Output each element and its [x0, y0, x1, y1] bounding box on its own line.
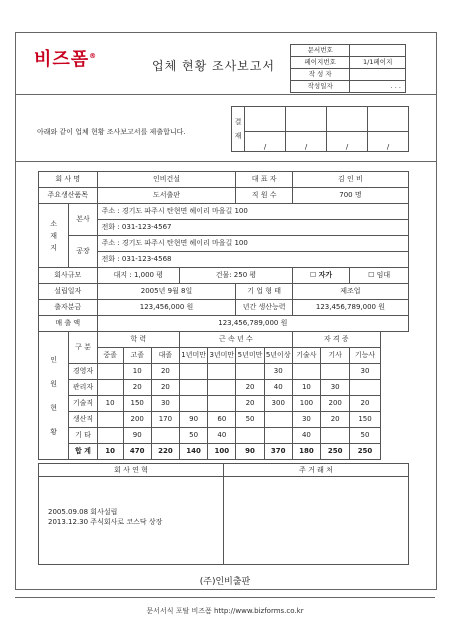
approval-table: [231, 106, 409, 152]
table-row: [39, 396, 409, 412]
total-cell: 180: [292, 444, 320, 460]
column-header: 고졸: [123, 348, 151, 364]
table-row: [39, 428, 409, 444]
page-number-label: 페이지번호: [291, 57, 350, 69]
clients-cell[interactable]: [224, 477, 409, 565]
table-cell[interactable]: 40: [292, 428, 320, 444]
table-cell[interactable]: 50: [180, 428, 208, 444]
building-area[interactable]: 건물: 250 평: [180, 268, 293, 284]
total-cell: 10: [97, 444, 123, 460]
staff-status-char: 원: [50, 379, 58, 388]
table-cell[interactable]: [236, 428, 264, 444]
hq-label: 본사: [69, 204, 97, 236]
table-cell[interactable]: [264, 428, 292, 444]
table-cell[interactable]: 20: [151, 380, 179, 396]
approval-box[interactable]: [286, 107, 327, 132]
hq-address[interactable]: 주소 : 경기도 파주시 탄현면 헤이리 마을길 100: [97, 204, 408, 220]
business-type-value[interactable]: 제조업: [292, 284, 408, 300]
doc-number-label: 문서번호: [291, 45, 350, 57]
approval-divider: [15, 161, 436, 162]
table-cell[interactable]: [208, 364, 236, 380]
header-divider: [15, 94, 436, 95]
total-cell: 140: [180, 444, 208, 460]
table-cell[interactable]: 50: [236, 412, 264, 428]
table-cell[interactable]: 10: [292, 380, 320, 396]
table-cell[interactable]: 100: [292, 396, 320, 412]
column-header: 기사: [321, 348, 350, 364]
total-cell: 100: [208, 444, 236, 460]
column-header: 기능사: [350, 348, 380, 364]
doc-info-table: [290, 44, 406, 93]
location-label-char: 지: [50, 243, 58, 252]
table-cell[interactable]: 30: [151, 396, 179, 412]
factory-phone[interactable]: 전화 : 031-123-4568: [97, 252, 408, 268]
author-label: 작 성 자: [291, 69, 350, 81]
table-cell[interactable]: 20: [123, 380, 151, 396]
ceo-value[interactable]: 김 인 비: [292, 172, 408, 188]
table-cell[interactable]: [264, 412, 292, 428]
staff-count-label: 직 원 수: [236, 188, 292, 204]
capacity-value[interactable]: 123,456,789,000 원: [292, 300, 408, 316]
row-label: 기 타: [69, 428, 97, 444]
table-cell[interactable]: 20: [236, 396, 264, 412]
column-header: 기술사: [292, 348, 320, 364]
own-checkbox[interactable]: ☐ 자가: [292, 268, 349, 284]
main-product-label: 주요생산품목: [39, 188, 98, 204]
main-product-value[interactable]: 도서출판: [97, 188, 236, 204]
table-cell[interactable]: [97, 428, 123, 444]
row-label: 경영자: [69, 364, 97, 380]
table-cell[interactable]: 20: [236, 380, 264, 396]
table-cell[interactable]: [208, 396, 236, 412]
rent-checkbox[interactable]: ☐ 임대: [350, 268, 409, 284]
company-name-value[interactable]: 인비건설: [97, 172, 236, 188]
table-cell[interactable]: [97, 412, 123, 428]
row-label: 합 계: [69, 444, 97, 460]
location-label-char: 소: [50, 219, 58, 228]
table-cell[interactable]: 40: [208, 428, 236, 444]
page-number-value: 1/1페이지: [350, 57, 406, 69]
table-row: [39, 364, 409, 380]
history-entry: 2013.12.30 주식회사로 코스닥 상장: [48, 518, 163, 526]
capital-value[interactable]: 123,456,000 원: [97, 300, 236, 316]
total-cell: 470: [123, 444, 151, 460]
table-cell[interactable]: 200: [321, 396, 350, 412]
table-cell[interactable]: [180, 380, 208, 396]
business-type-label: 기 업 형 태: [236, 284, 292, 300]
ceo-label: 대 표 자: [236, 172, 292, 188]
approval-box[interactable]: [245, 107, 286, 132]
scale-label: 회사규모: [39, 268, 98, 284]
row-label: 관리자: [69, 380, 97, 396]
table-cell[interactable]: 30: [321, 380, 350, 396]
factory-label: 공장: [69, 236, 97, 268]
column-header: 5년이상: [264, 348, 292, 364]
table-cell[interactable]: 20: [321, 412, 350, 428]
footer-divider: [15, 597, 435, 598]
capacity-label: 년간 생산능력: [236, 300, 292, 316]
company-info-table: [38, 171, 409, 460]
row-label: 기술직: [69, 396, 97, 412]
table-cell[interactable]: [236, 364, 264, 380]
total-cell: 370: [264, 444, 292, 460]
approval-date[interactable]: /: [245, 132, 286, 152]
staff-status-char: 현: [50, 403, 58, 412]
category-header: 구 분: [69, 332, 97, 364]
table-cell[interactable]: 10: [97, 396, 123, 412]
staff-count-value[interactable]: 700 명: [292, 188, 408, 204]
founded-value[interactable]: 2005년 9월 8일: [97, 284, 236, 300]
table-cell[interactable]: 30: [350, 364, 380, 380]
hq-phone[interactable]: 전화 : 031-123-4567: [97, 220, 408, 236]
table-cell[interactable]: [321, 364, 350, 380]
table-cell[interactable]: 150: [123, 396, 151, 412]
table-cell[interactable]: 300: [264, 396, 292, 412]
approval-label-bottom: 재: [234, 132, 242, 140]
column-header: 중졸: [97, 348, 123, 364]
location-label: [39, 204, 69, 268]
submit-text: 아래와 같이 업체 현황 조사보고서를 제출합니다.: [37, 128, 186, 136]
certificate-header: 자 격 증: [292, 332, 380, 348]
history-entry: 2005.09.08 회사설립: [48, 508, 118, 516]
logo-text: 비즈폼: [34, 49, 90, 70]
page-title: 업체 현황 조사보고서: [152, 59, 275, 73]
education-header: 학 력: [97, 332, 179, 348]
date-value[interactable]: . . .: [350, 81, 406, 93]
column-header: 1년미만: [180, 348, 208, 364]
registered-icon: ®: [89, 52, 98, 60]
table-cell[interactable]: [180, 364, 208, 380]
table-cell[interactable]: 30: [292, 412, 320, 428]
approval-date[interactable]: /: [327, 132, 368, 152]
approval-date[interactable]: /: [368, 132, 409, 152]
author-value[interactable]: [350, 69, 406, 81]
table-cell[interactable]: 10: [123, 364, 151, 380]
approval-label-top: 결: [234, 118, 242, 126]
table-cell[interactable]: 30: [264, 364, 292, 380]
company-name-label: 회 사 명: [39, 172, 98, 188]
land-area[interactable]: 대지 : 1,000 평: [97, 268, 179, 284]
table-cell[interactable]: [180, 396, 208, 412]
table-cell[interactable]: [292, 364, 320, 380]
total-cell: 90: [236, 444, 264, 460]
table-cell[interactable]: 90: [123, 428, 151, 444]
table-row: [39, 412, 409, 428]
factory-address[interactable]: 주소 : 경기도 파주시 탄현면 헤이리 마을길 100: [97, 236, 408, 252]
table-cell[interactable]: 170: [151, 412, 179, 428]
tenure-header: 근 속 년 수: [180, 332, 293, 348]
table-cell[interactable]: [97, 380, 123, 396]
table-cell[interactable]: [321, 428, 350, 444]
column-header: 대졸: [151, 348, 179, 364]
table-cell[interactable]: [208, 380, 236, 396]
table-cell[interactable]: 60: [208, 412, 236, 428]
approval-box[interactable]: [368, 107, 409, 132]
table-cell[interactable]: 90: [180, 412, 208, 428]
table-row: [39, 380, 409, 396]
footer-text: 문서서식 포탈 비즈폼 http://www.bizforms.co.kr: [146, 607, 304, 615]
capital-label: 출자분금: [39, 300, 98, 316]
table-cell[interactable]: 20: [151, 364, 179, 380]
row-label: 생산직: [69, 412, 97, 428]
table-cell[interactable]: 150: [350, 412, 380, 428]
staff-status-char: 황: [50, 427, 58, 436]
history-header: 회 사 연 혁: [39, 464, 224, 477]
table-cell[interactable]: [151, 428, 179, 444]
column-header: 5년미만: [236, 348, 264, 364]
sales-value[interactable]: 123,456,789,000 원: [97, 316, 408, 332]
date-label: 작성일자: [291, 81, 350, 93]
company-signature: (주)인비출판: [199, 577, 251, 587]
staff-status-char: 인: [50, 355, 58, 364]
logo: [34, 45, 97, 71]
history-list: [48, 507, 162, 527]
table-cell[interactable]: [350, 380, 380, 396]
table-cell[interactable]: 200: [123, 412, 151, 428]
staff-status-label: [39, 332, 69, 460]
location-label-char: 재: [50, 231, 58, 240]
table-cell[interactable]: 40: [264, 380, 292, 396]
approval-box[interactable]: [327, 107, 368, 132]
approval-label: [232, 107, 245, 152]
doc-number-value[interactable]: [350, 45, 406, 57]
approval-date[interactable]: /: [286, 132, 327, 152]
total-cell: 250: [321, 444, 350, 460]
total-cell: 250: [350, 444, 380, 460]
founded-label: 설립일자: [39, 284, 98, 300]
table-cell[interactable]: 50: [350, 428, 380, 444]
total-row: [39, 444, 409, 460]
column-header: 3년미만: [208, 348, 236, 364]
total-cell: 220: [151, 444, 179, 460]
table-cell[interactable]: [97, 364, 123, 380]
table-cell[interactable]: 20: [350, 396, 380, 412]
clients-header: 주 거 래 처: [224, 464, 409, 477]
sales-label: 매 출 액: [39, 316, 98, 332]
